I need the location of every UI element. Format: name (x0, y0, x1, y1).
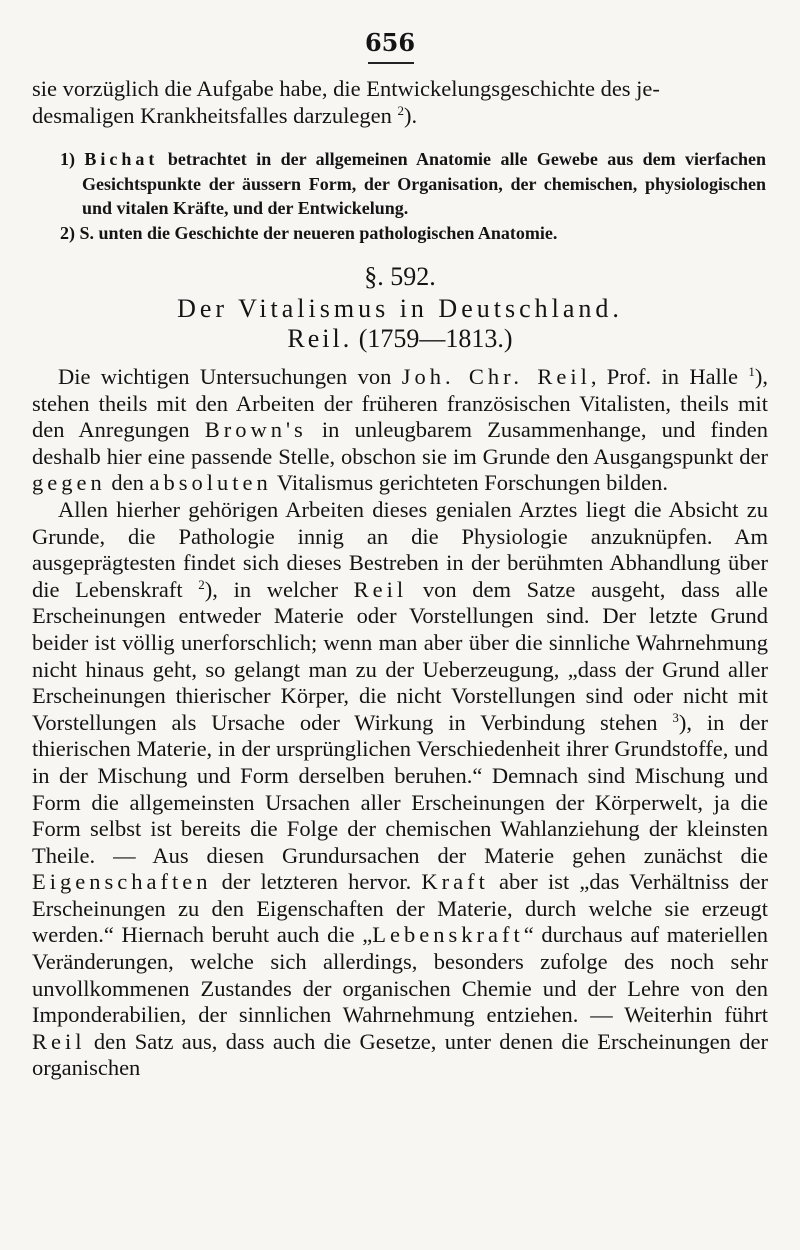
footnote-2 (60, 221, 766, 246)
page-number: 656 (364, 28, 416, 57)
p2-text-b: ), in welcher (204, 576, 354, 602)
p1-footnote-ref: 1 (748, 364, 755, 379)
p2-text-g: der letzteren hervor. (211, 869, 422, 895)
section-title: Der Vitalismus in Deutschland. (177, 294, 623, 323)
footnote-1-name: Bichat (84, 149, 159, 169)
p2-reil-name: Reil (353, 576, 408, 602)
p1-brown-name: Brown's (204, 417, 307, 443)
section-subtitle-dates: (1759—1813.) (358, 324, 513, 353)
section-subtitle (0, 324, 800, 354)
p2-emph-eigenschaften: Eigenschaften (32, 869, 212, 895)
body-text (32, 364, 768, 1082)
p1-text-f: in unleugbarem Zusammenhange, und finden deshalb hier eine passende Stelle, obschon sie im Grunde den Ausgangspunkt der (32, 417, 768, 469)
section-subtitle-name: Reil. (287, 324, 353, 353)
p1-text-d: ), stehen theils mit den Arbeiten der früheren französischen Vitalisten, theils mit den Anregungen (32, 364, 768, 443)
footnotes (60, 147, 766, 245)
p1-emph-absoluten: absoluten (149, 470, 272, 496)
p2-text-i: aber ist „das Verhältniss der Erscheinungen zu den Eigenschaften der Materie, durch welche sie erzeugt werden.“ Hiernach beruht auch die „ (32, 869, 768, 948)
footnote-ref-2: 2 (397, 102, 404, 118)
p1-author-name: Joh. Chr. Reil (401, 364, 591, 389)
p1-text-c: , Prof. in Halle (590, 364, 749, 389)
p1-text-j: Vitalismus gerichteten Forschungen bilden. (271, 470, 669, 496)
paragraph-1 (32, 364, 768, 497)
p1-text-h: den (105, 470, 150, 496)
p2-text-m: den Satz aus, dass auch die Gesetze, unter denen die Erscheinungen der organischen (32, 1028, 768, 1081)
footnote-1-text: betrachtet in der allgemeinen Anatomie alle Gewebe aus dem vierfachen Gesichtspunkte der äussern Form, der Organisation, der chemischen, physiologischen und vitalen Kräfte, und der Entwickelung. (82, 149, 767, 218)
intro-line-1: sie vorzüglich die Aufgabe habe, die Entwickelungsgeschichte des je- (32, 76, 660, 101)
intro-continuation (32, 76, 768, 129)
footnote-2-text: S. unten die Geschichte der neueren pathologischen Anatomie. (79, 222, 558, 243)
p2-reil-name-2: Reil (32, 1028, 86, 1054)
p2-text-d: von dem Satze ausgeht, dass alle Erscheinungen entweder Materie oder Vorstellungen sind. Der letzte Grund beider ist völlig unerforschlich; wenn man aber über die sinnliche Wahrnehmung nicht hinaus geht, so gelangt man zu der Ueberzeugung, „dass der Grund aller Erscheinungen thierischer Körper, die nicht Vorstellungen sind oder nicht mit Vorstellungen als Ursache oder Wirkung in Verbindung stehen (32, 576, 769, 735)
intro-line-2: desmaligen Krankheitsfalles darzulegen (32, 102, 398, 128)
footnote-2-marker: 2) (60, 222, 75, 243)
p2-text-e: ), in der thierischen Materie, in der ursprünglichen Verschiedenheit ihrer Grundstoffe, und in der Mischung und Form derselben beruhen.“ Demnach sind Mischung und Form die allgemeinsten Ursachen aller Erscheinungen der Körperwelt, ja die Form selbst ist bereits die Folge der chemischen Wahlanziehung der kleinsten Theile. — Aus diesen Grundursachen der Materie gehen zunächst die (32, 709, 768, 868)
p2-text-k: “ durchaus auf materiellen Veränderungen, welche sich allerdings, besonders zufolge des noch sehr unvollkommenen Zustandes der organischen Chemie und der Lehre von den Imponderabilien, der sinnlichen Wahrnehmung entziehen. — Weiterhin führt (32, 922, 768, 1028)
p2-text-a: Allen hierher gehörigen Arbeiten dieses genialen Arztes liegt die Absicht zu Grunde, die Pathologie innig an die Physiologie anzuknüpfen. Am ausgeprägtesten findet sich dieses Bestreben in der berühmten Abhandlung über die Lebenskraft (32, 496, 768, 602)
page-number-rule (368, 62, 414, 64)
intro-line-2-end: ). (403, 102, 418, 128)
p2-footnote-ref-3: 3 (672, 709, 679, 725)
paragraph-2 (32, 497, 768, 1082)
p2-emph-lebenskraft: Lebenskraft (372, 922, 524, 948)
section-number: §. 592. (364, 262, 436, 291)
p2-footnote-ref-2: 2 (198, 576, 205, 592)
p1-emph-gegen: gegen (32, 470, 106, 496)
p2-emph-kraft: Kraft (421, 869, 489, 895)
footnote-1-marker: 1) (60, 149, 75, 169)
footnote-1 (60, 147, 766, 221)
p1-text-a: Die wichtigen Untersuchungen von (58, 364, 402, 389)
